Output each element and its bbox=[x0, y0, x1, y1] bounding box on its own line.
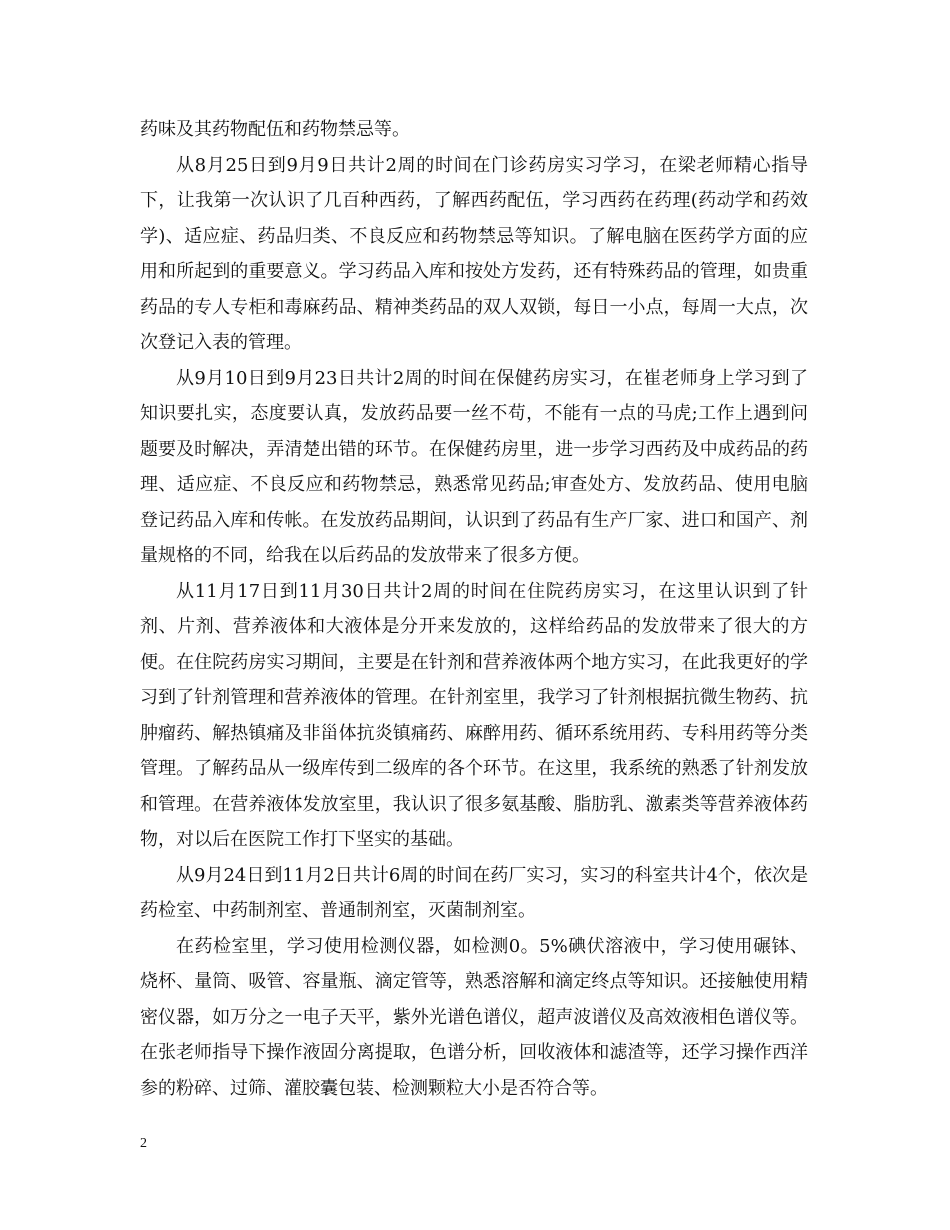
page-number: 2 bbox=[140, 1136, 147, 1151]
paragraph-1: 药味及其药物配伍和药物禁忌等。 bbox=[140, 119, 410, 140]
paragraph-5: 从9月24日到11月2日共计6周的时间在药厂实习，实习的科室共计4个，依次是药检室、中药制剂室、普通制剂室，灭菌制剂室。 bbox=[140, 864, 808, 921]
paragraph-3: 从9月10日到9月23日共计2周的时间在保健药房实习，在崔老师身上学习到了知识要扎实，态度要认真，发放药品要一丝不苟，不能有一点的马虎;工作上遇到问题要及时解决，弄清楚出错的环节。在保健药房里，进一步学习西药及中成药品的药理、适应症、不良反应和药物禁忌，熟悉常见药品;审查处方、发放药品、使用电脑登记药品入库和传帐。在发放药品期间，认识到了药品有生产厂家、进口和国产、剂量规格的不同，给我在以后药品的发放带来了很多方便。 bbox=[140, 367, 808, 566]
paragraph-4: 从11月17日到11月30日共计2周的时间在住院药房实习，在这里认识到了针剂、片剂、营养液体和大液体是分开来发放的，这样给药品的发放带来了很大的方便。在住院药房实习期间，主要是在针剂和营养液体两个地方实习，在此我更好的学习到了针剂管理和营养液体的管理。在针剂室里，我学习了针剂根据抗微生物药、抗肿瘤药、解热镇痛及非甾体抗炎镇痛药、麻醉用药、循环系统用药、专科用药等分类管理。了解药品从一级库传到二级库的各个环节。在这里，我系统的熟悉了针剂发放和管理。在营养液体发放室里，我认识了很多氨基酸、脂肪乳、激素类等营养液体药物，对以后在医院工作打下坚实的基础。 bbox=[140, 580, 808, 850]
document-body bbox=[140, 112, 808, 1106]
paragraph-2: 从8月25日到9月9日共计2周的时间在门诊药房实习学习，在梁老师精心指导下，让我第一次认识了几百种西药，了解西药配伍，学习西药在药理(药动学和药效学)、适应症、药品归类、不良反应和药物禁忌等知识。了解电脑在医药学方面的应用和所起到的重要意义。学习药品入库和按处方发药，还有特殊药品的管理，如贵重药品的专人专柜和毒麻药品、精神类药品的双人双锁，每日一小点，每周一大点，次次登记入表的管理。 bbox=[140, 154, 808, 353]
paragraph-6: 在药检室里，学习使用检测仪器，如检测0。5%碘伏溶液中，学习使用碾钵、烧杯、量筒、吸管、容量瓶、滴定管等，熟悉溶解和滴定终点等知识。还接触使用精密仪器，如万分之一电子天平，紫外光谱色谱仪，超声波谱仪及高效液相色谱仪等。在张老师指导下操作液固分离提取，色谱分析，回收液体和滤渣等，还学习操作西洋参的粉碎、过筛、灌胶囊包装、检测颗粒大小是否符合等。 bbox=[140, 935, 808, 1099]
